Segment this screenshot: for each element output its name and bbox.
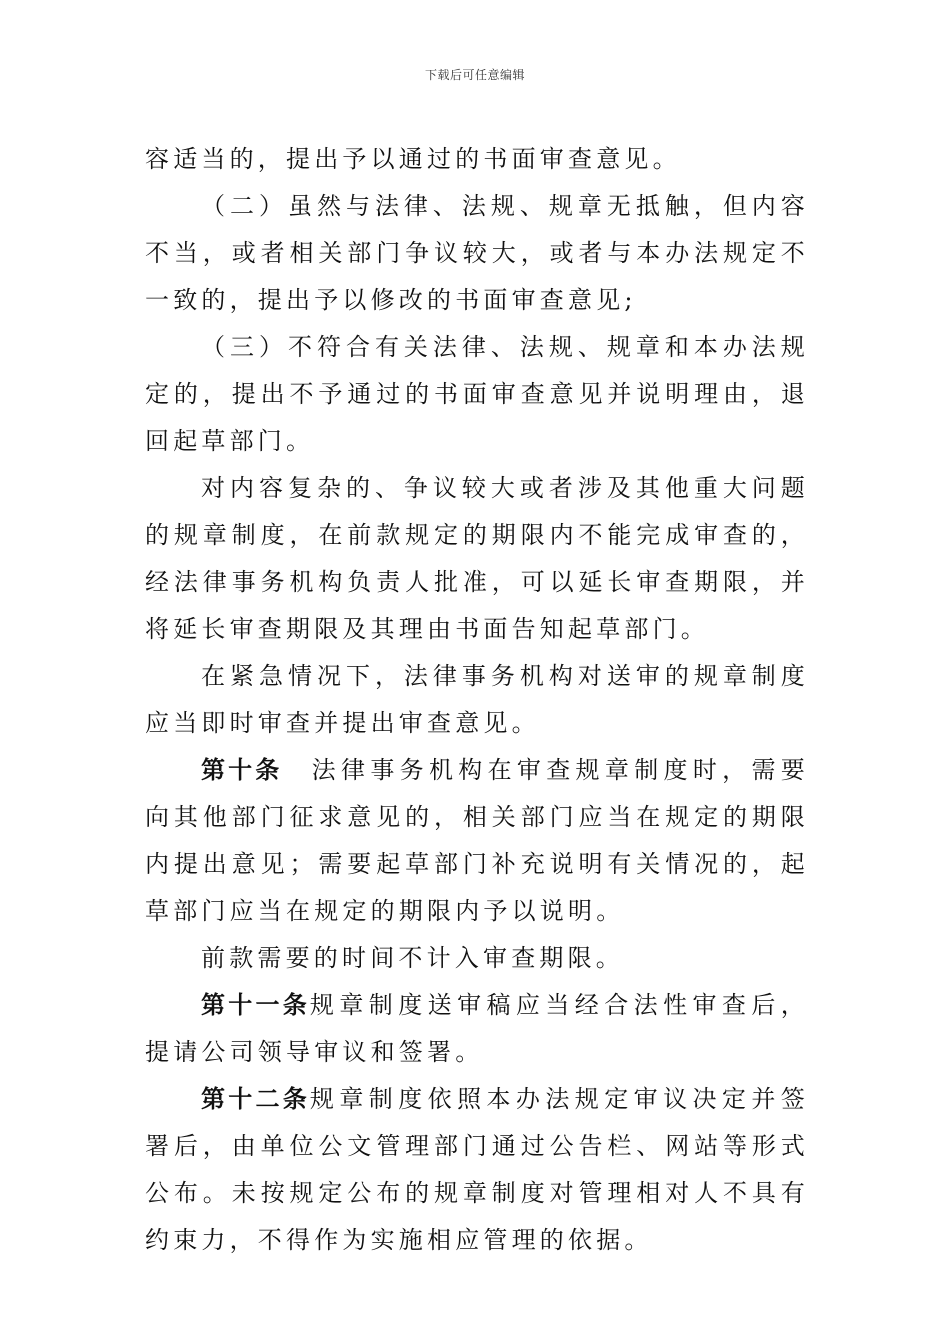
paragraph-3: [145, 324, 809, 465]
article-text: 规章制度依照本办法规定审议决定并签署后，由单位公文管理部门通过公告栏、网站等形式公布。未按规定公布的规章制度对管理相对人不具有约束力，不得作为实施相应管理的依据。: [145, 1085, 809, 1254]
paragraph-text: 在紧急情况下，法律事务机构对送审的规章制度应当即时审查并提出审查意见。: [145, 662, 809, 737]
page-header: 下载后可任意编辑: [424, 68, 525, 82]
article-number: 第十一条: [201, 991, 310, 1019]
article-text: 规章制度送审稿应当经合法性审查后，提请公司领导审议和签署。: [145, 991, 809, 1066]
paragraph-text: （三）不符合有关法律、法规、规章和本办法规定的，提出不予通过的书面审查意见并说明理由，退回起草部门。: [145, 333, 809, 455]
paragraph-2: [145, 183, 809, 324]
article-number: 第十条: [201, 756, 283, 784]
paragraph-5: [145, 653, 809, 747]
paragraph-text: 容适当的，提出予以通过的书面审查意见。: [145, 145, 681, 173]
article-11: [145, 982, 809, 1076]
paragraph-7: [145, 935, 809, 982]
paragraph-1: [145, 136, 809, 183]
paragraph-text: 前款需要的时间不计入审查期限。: [201, 944, 624, 972]
paragraph-4: [145, 465, 809, 653]
paragraph-text: （二）虽然与法律、法规、规章无抵触，但内容不当，或者相关部门争议较大，或者与本办法规定不一致的，提出予以修改的书面审查意见;: [145, 192, 809, 314]
article-12: [145, 1076, 809, 1264]
article-text: 法律事务机构在审查规章制度时，需要向其他部门征求意见的，相关部门应当在规定的期限内提出意见；需要起草部门补充说明有关情况的，起草部门应当在规定的期限内予以说明。: [145, 756, 809, 925]
article-10: [145, 747, 809, 935]
document-body: [145, 136, 809, 1264]
paragraph-text: 对内容复杂的、争议较大或者涉及其他重大问题的规章制度，在前款规定的期限内不能完成审查的，经法律事务机构负责人批准，可以延长审查期限，并将延长审查期限及其理由书面告知起草部门。: [145, 474, 809, 643]
article-number: 第十二条: [201, 1085, 310, 1113]
